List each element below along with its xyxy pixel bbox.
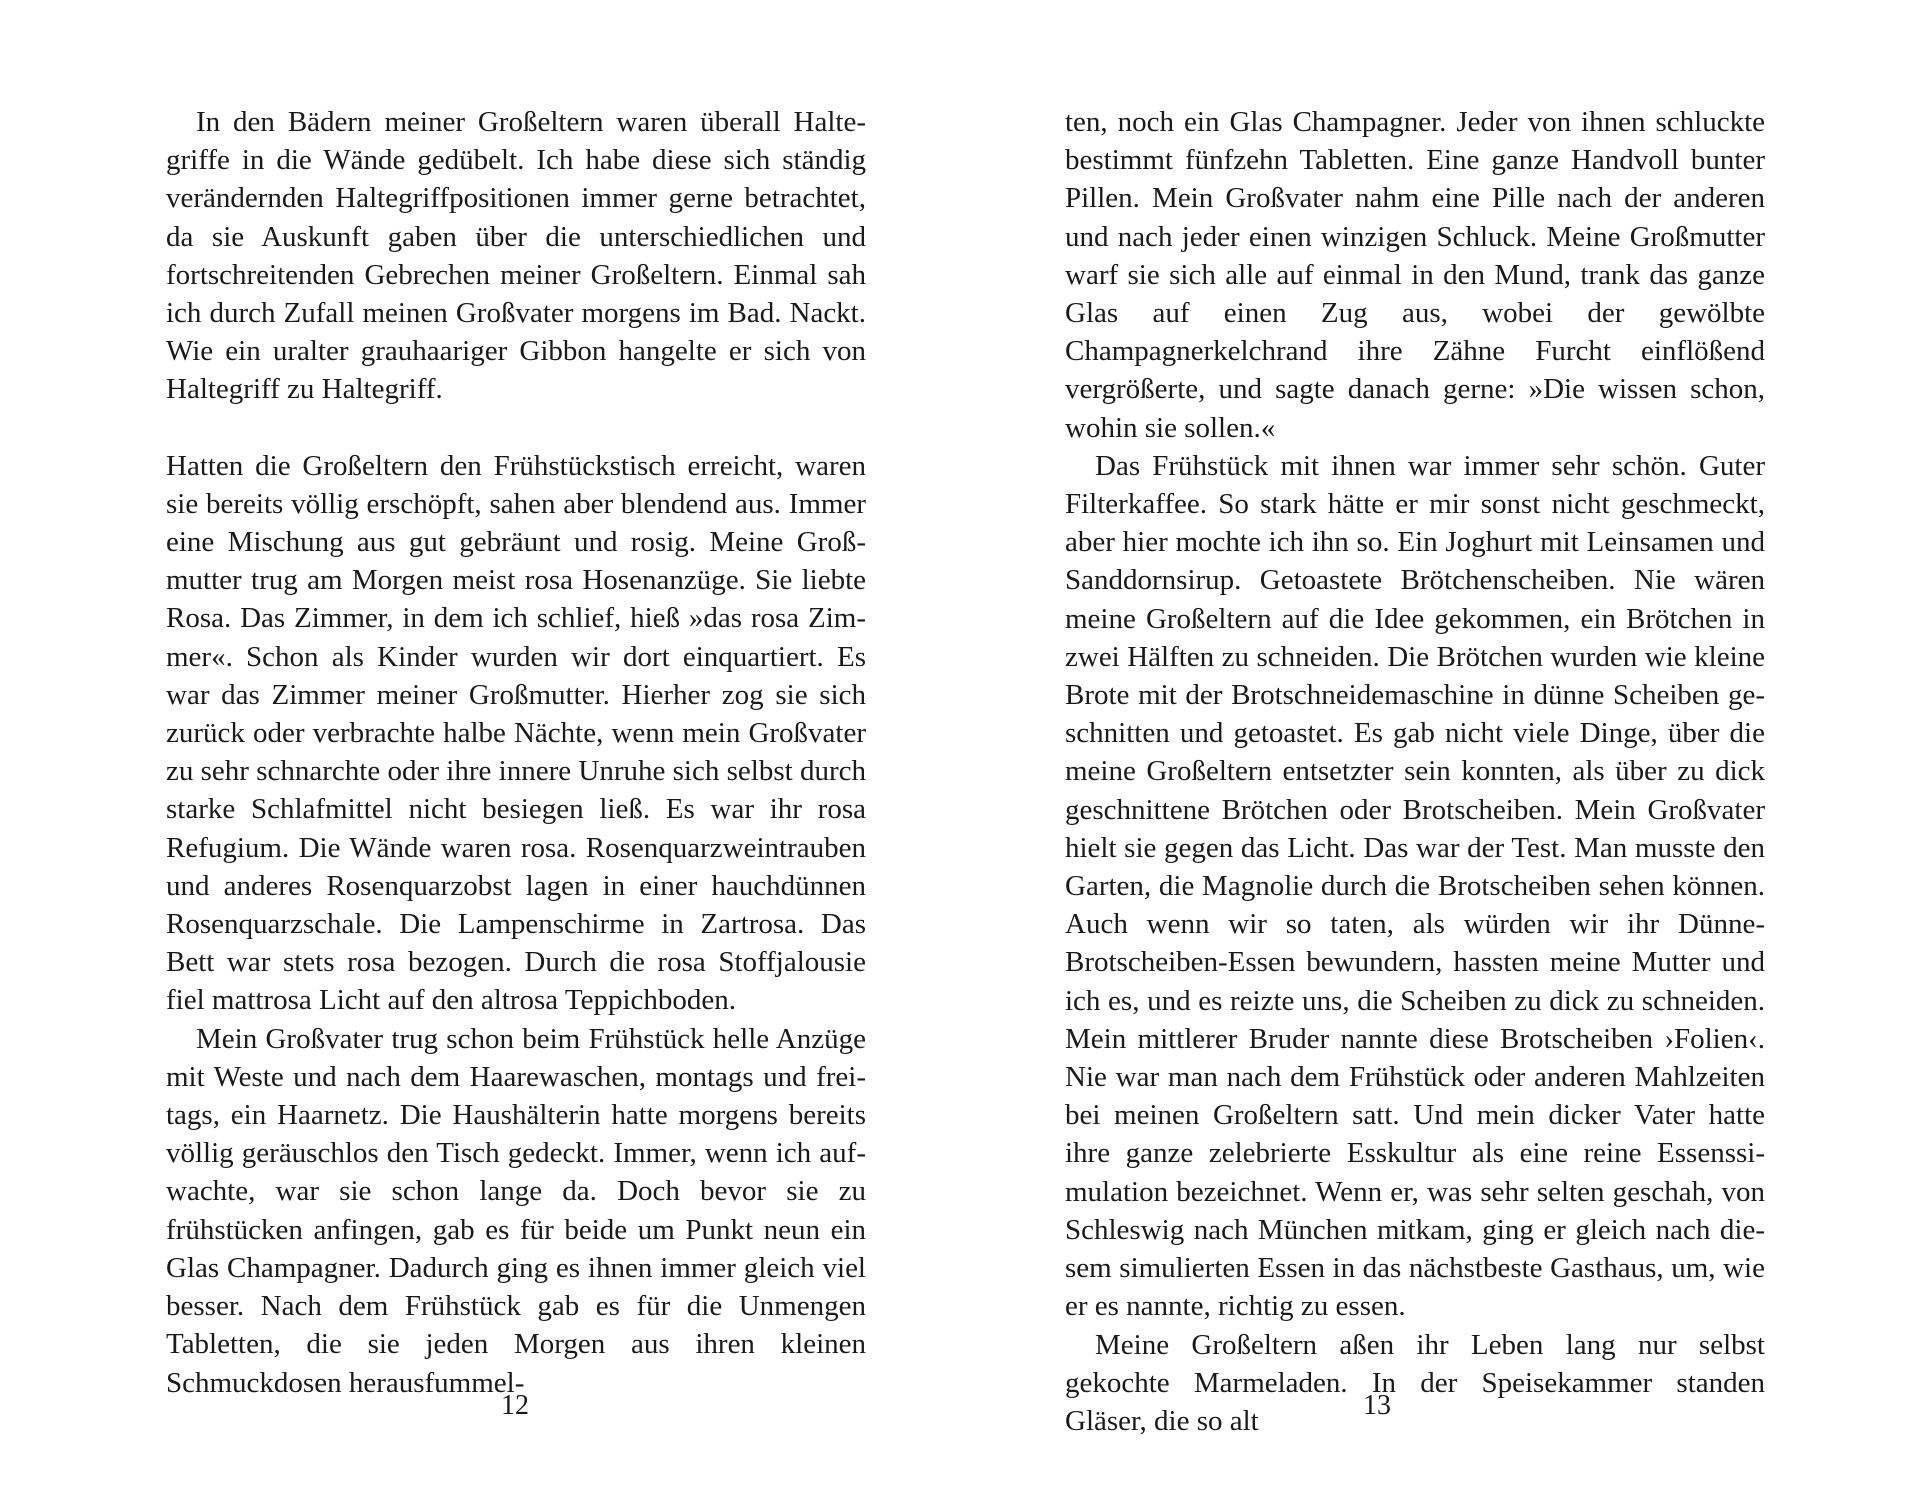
paragraph: Meine Großeltern aßen ihr Leben lang nur selbst gekochte Marmeladen. In der Speisekammer standen Gläser, die so alt — [1065, 1328, 1765, 1437]
page-number: 12 — [501, 1390, 529, 1421]
right-page — [959, 0, 1918, 1490]
paragraph: Mein Großvater trug schon beim Frühstück helle Anzüge mit Weste und nach dem Haarewaschen, montags und freitags, ein Haarnetz. Die Haushälterin hatte morgens bereits völlig geräuschlos den Tisch gedeckt. Immer, wenn ich aufwachte, war sie schon lange da. Doch bevor sie zu frühstücken anfingen, gab es für beide um Punkt neun ein Glas Champagner. Dadurch ging es ihnen immer gleich viel besser. Nach dem Frühstück gab es für die Unmengen Tabletten, die sie jeden Morgen aus ihren kleinen Schmuckdosen herausfummel- — [166, 1022, 866, 1399]
paragraph: In den Bädern meiner Großeltern waren überall Haltegriffe in die Wände gedübelt. Ich habe diese sich ständig verändernden Haltegriffpositionen immer gerne betrachtet, da sie Auskunft gaben über die unterschiedlichen und fortschreitenden Gebrechen meiner Großeltern. Einmal sah ich durch Zufall meinen Großvater morgens im Bad. Nackt. Wie ein uralter grauhaariger Gibbon hangelte er sich von Haltegriff zu Haltegriff. — [166, 106, 866, 406]
paragraph: Das Frühstück mit ihnen war immer sehr schön. Guter Filterkaffee. So stark hätte er mir sonst nicht geschmeckt, aber hier mochte ich ihn so. Ein Joghurt mit Leinsamen und Sanddornsirup. Getoastete Brötchenscheiben. Nie wären meine Großeltern auf die Idee gekommen, ein Brötchen in zwei Hälften zu schneiden. Die Brötchen wurden wie kleine Brote mit der Brotschneidemaschine in dünne Scheiben geschnitten und getoastet. Es gab nicht viele Dinge, über die meine Großeltern entsetzter sein konnten, als über zu dick geschnittene Brötchen oder Brotscheiben. Mein Großvater hielt sie gegen das Licht. Das war der Test. Man musste den Garten, die Magnolie durch die Brotscheiben sehen können. Auch wenn wir so taten, als würden wir ihr Dünne-Brotscheiben-Essen bewundern, hassten meine Mutter und ich es, und es reizte uns, die Scheiben zu dick zu schneiden. Mein mittlerer Bruder nannte diese Brotscheiben ›Folien‹. Nie war man nach dem Frühstück oder anderen Mahlzeiten bei meinen Großeltern satt. Und mein dicker Vater hatte ihre ganze zelebrierte Esskultur als eine reine Essenssimulation bezeichnet. Wenn er, was sehr selten geschah, von Schleswig nach München mitkam, ging er gleich nach diesem simulierten Essen in das nächstbeste Gasthaus, um, wie er es nannte, richtig zu essen. — [1065, 449, 1765, 1323]
paragraph: ten, noch ein Glas Champagner. Jeder von ihnen schluckte bestimmt fünfzehn Tabletten. Eine ganze Handvoll bunter Pillen. Mein Großvater nahm eine Pille nach der anderen und nach jeder einen winzigen Schluck. Meine Großmutter warf sie sich alle auf einmal in den Mund, trank das ganze Glas auf einen Zug aus, wobei der gewölbte Champagnerkelchrand ihre Zähne Furcht einflößend vergrößerte, und sagte danach gerne: »Die wissen schon, wohin sie sollen.« — [1065, 106, 1765, 444]
paragraph: Hatten die Großeltern den Frühstückstisch erreicht, waren sie bereits völlig erschöpft, sahen aber blendend aus. Immer eine Mischung aus gut gebräunt und rosig. Meine Großmutter trug am Morgen meist rosa Hosenanzüge. Sie liebte Rosa. Das Zimmer, in dem ich schlief, hieß »das rosa Zimmer«. Schon als Kinder wurden wir dort einquartiert. Es war das Zimmer meiner Großmutter. Hierher zog sie sich zurück oder verbrachte halbe Nächte, wenn mein Großvater zu sehr schnarchte oder ihre innere Unruhe sich selbst durch starke Schlafmittel nicht besiegen ließ. Es war ihr rosa Refugium. Die Wände waren rosa. Rosenquarzweintrauben und anderes Rosenquarzobst lagen in einer hauchdünnen Rosenquarzschale. Die Lampenschirme in Zartrosa. Das Bett war stets rosa bezogen. Durch die rosa Stoffjalousie fiel mattrosa Licht auf den altrosa Teppichboden. — [166, 449, 866, 1017]
left-page-text — [166, 103, 866, 1402]
page-number: 13 — [1363, 1390, 1391, 1421]
right-page-text — [1065, 103, 1765, 1440]
